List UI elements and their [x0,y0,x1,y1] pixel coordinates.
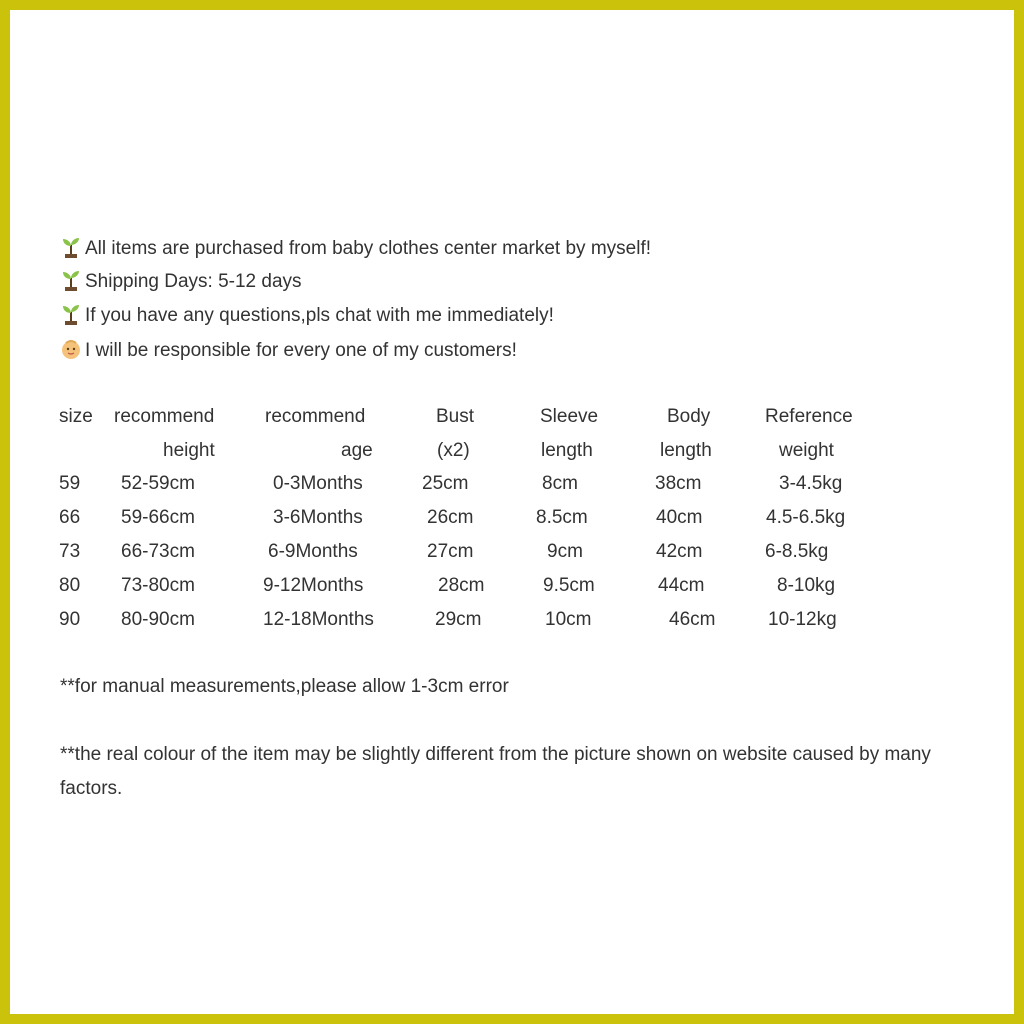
cell-age: 3-6Months [273,507,363,528]
header-bust: Bust [436,406,475,427]
cell-size: 59 [59,473,81,494]
cell-height: 59-66cm [121,507,195,528]
cell-sleeve: 9cm [547,541,583,562]
cell-size: 66 [59,507,81,528]
baby-face-icon [60,338,82,367]
cell-body: 44cm [658,575,705,596]
cell-bust: 28cm [438,575,485,596]
cell-body: 40cm [656,507,703,528]
note-questions: If you have any questions,pls chat with me immediately! [60,303,554,332]
cell-weight: 6-8.5kg [765,541,829,562]
cell-sleeve: 8cm [542,473,578,494]
cell-height: 73-80cm [121,575,195,596]
footnote-measurement: **for manual measurements,please allow 1-3cm error [60,676,509,697]
cell-sleeve: 10cm [545,609,592,630]
cell-body: 42cm [656,541,703,562]
header-sleeve: Sleeve [540,406,599,427]
cell-bust: 29cm [435,609,482,630]
header-body-length: length [660,440,712,461]
cell-weight: 10-12kg [768,609,837,630]
header-age: age [341,440,373,461]
cell-sleeve: 9.5cm [543,575,595,596]
cell-weight: 8-10kg [777,575,836,596]
seedling-icon [60,303,82,332]
seedling-icon [60,236,82,265]
header-body: Body [667,406,711,427]
cell-size: 80 [59,575,81,596]
cell-weight: 4.5-6.5kg [766,507,846,528]
cell-weight: 3-4.5kg [779,473,843,494]
header-weight: weight [779,440,834,461]
note-responsible: I will be responsible for every one of my customers! [60,338,517,367]
header-size: size [59,406,93,427]
cell-size: 90 [59,609,81,630]
cell-size: 73 [59,541,81,562]
cell-body: 38cm [655,473,702,494]
cell-sleeve: 8.5cm [536,507,588,528]
cell-age: 9-12Months [263,575,364,596]
header-recommend-height: recommend [114,406,215,427]
cell-age: 6-9Months [268,541,358,562]
cell-bust: 27cm [427,541,474,562]
cell-height: 80-90cm [121,609,195,630]
header-x2: (x2) [437,440,470,461]
header-recommend-age: recommend [265,406,366,427]
cell-height: 52-59cm [121,473,195,494]
footnote-colour: **the real colour of the item may be slightly different from the picture shown on website caused by many factors. [60,744,931,799]
header-height: height [163,440,215,461]
header-sleeve-length: length [541,440,593,461]
note-shipping: Shipping Days: 5-12 days [60,269,302,298]
cell-age: 0-3Months [273,473,363,494]
cell-age: 12-18Months [263,609,374,630]
note-purchase: All items are purchased from baby clothes center market by myself! [60,236,651,265]
cell-bust: 26cm [427,507,474,528]
cell-bust: 25cm [422,473,469,494]
cell-height: 66-73cm [121,541,195,562]
cell-body: 46cm [669,609,716,630]
seedling-icon [60,269,82,298]
header-reference: Reference [765,406,853,427]
